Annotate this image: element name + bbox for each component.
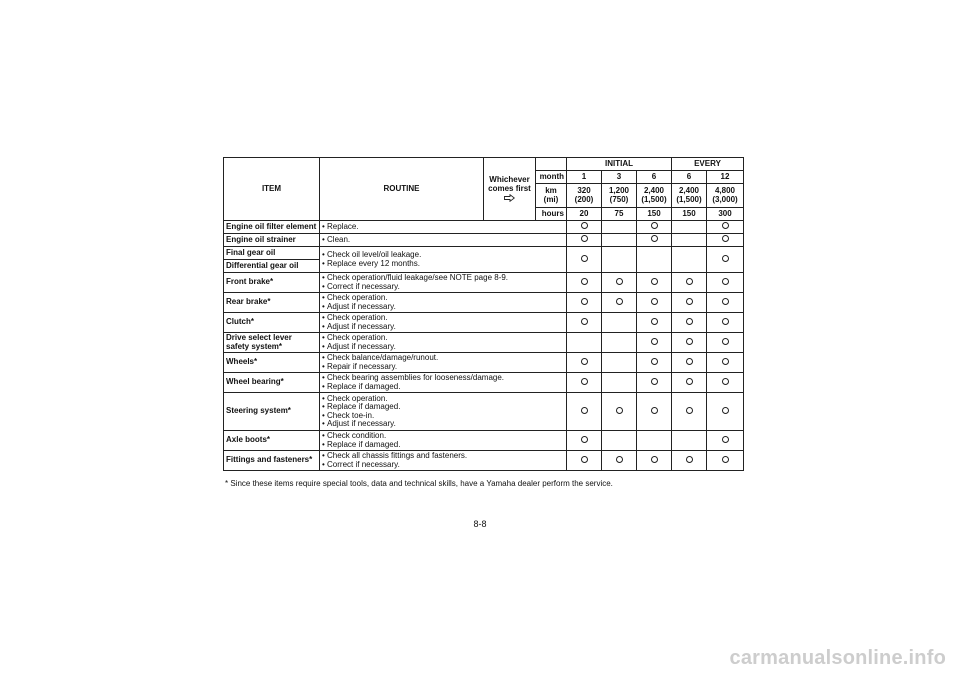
- circle-icon: [722, 378, 729, 385]
- header-row-1: [224, 158, 744, 171]
- circle-icon: [686, 378, 693, 385]
- circle-mark-cell: [602, 273, 637, 293]
- circle-mark-cell: [637, 293, 672, 313]
- routine-line: • Repair if necessary.: [322, 363, 482, 371]
- circle-mark-cell: [672, 313, 707, 333]
- whichever-line-2: comes first: [488, 183, 531, 193]
- table-row: [224, 221, 744, 234]
- table-row: [224, 293, 744, 313]
- hours-label: hours: [536, 208, 567, 221]
- routine-line: • Check toe-in.: [322, 412, 482, 420]
- km-label-line: km: [545, 186, 557, 196]
- circle-icon: [581, 278, 588, 285]
- month-value: 12: [707, 171, 744, 184]
- routine-line: • Replace every 12 months.: [322, 260, 482, 268]
- item-name: [224, 353, 320, 373]
- item-name-line: Drive select lever: [226, 333, 292, 343]
- empty-mark-cell: [637, 247, 672, 273]
- circle-icon: [722, 436, 729, 443]
- routine-line: • Adjust if necessary.: [322, 303, 482, 311]
- maintenance-table: [223, 157, 744, 471]
- mi-value: (3,000): [712, 194, 738, 204]
- item-name-line: Clutch*: [226, 317, 254, 327]
- routine-line: • Check operation.: [322, 395, 482, 403]
- gap-cell: [484, 234, 567, 247]
- circle-mark-cell: [567, 234, 602, 247]
- gap-cell: [484, 221, 567, 234]
- routine-text: [320, 353, 484, 373]
- circle-icon: [686, 358, 693, 365]
- circle-icon: [581, 407, 588, 414]
- circle-icon: [722, 456, 729, 463]
- circle-icon: [651, 235, 658, 242]
- empty-mark-cell: [672, 431, 707, 451]
- table-header: [224, 158, 744, 221]
- circle-mark-cell: [672, 393, 707, 431]
- routine-line: • Check condition.: [322, 432, 482, 440]
- circle-mark-cell: [707, 221, 744, 234]
- hours-value: 300: [707, 208, 744, 221]
- empty-mark-cell: [672, 234, 707, 247]
- km-value: 2,400: [678, 186, 700, 196]
- circle-icon: [651, 358, 658, 365]
- empty-mark-cell: [637, 431, 672, 451]
- circle-mark-cell: [707, 431, 744, 451]
- every-header: EVERY: [672, 158, 744, 171]
- routine-line: • Check all chassis fittings and fasteners.: [322, 452, 482, 460]
- gap-cell: [484, 353, 567, 373]
- gap-cell: [484, 247, 567, 273]
- item-name-line: Fittings and fasteners*: [226, 455, 313, 465]
- routine-text: [320, 293, 484, 313]
- circle-icon: [581, 222, 588, 229]
- routine-line: • Check oil level/oil leakage.: [322, 251, 482, 259]
- routine-header: ROUTINE: [320, 158, 484, 221]
- page-number: 8-8: [473, 519, 487, 529]
- whichever-header: [484, 158, 536, 221]
- mi-label-line: (mi): [543, 194, 559, 204]
- circle-mark-cell: [637, 221, 672, 234]
- distance-value: [707, 184, 744, 208]
- circle-mark-cell: [602, 451, 637, 471]
- gap-cell: [484, 431, 567, 451]
- circle-icon: [651, 456, 658, 463]
- item-name: [224, 451, 320, 471]
- routine-line: • Check balance/damage/runout.: [322, 354, 482, 362]
- item-name: [224, 313, 320, 333]
- circle-mark-cell: [637, 451, 672, 471]
- watermark: carmanualsonline.info: [729, 647, 946, 669]
- circle-mark-cell: [672, 373, 707, 393]
- empty-mark-cell: [672, 221, 707, 234]
- circle-icon: [581, 255, 588, 262]
- circle-icon: [651, 338, 658, 345]
- hours-value: 150: [672, 208, 707, 221]
- circle-mark-cell: [707, 333, 744, 353]
- table-row: [224, 313, 744, 333]
- distance-value: [672, 184, 707, 208]
- unit-blank: [536, 158, 567, 171]
- circle-icon: [616, 278, 623, 285]
- mi-value: (200): [574, 194, 594, 204]
- empty-mark-cell: [602, 333, 637, 353]
- item-header: ITEM: [224, 158, 320, 221]
- item-name: [224, 293, 320, 313]
- circle-mark-cell: [567, 293, 602, 313]
- circle-icon: [722, 407, 729, 414]
- circle-mark-cell: [602, 293, 637, 313]
- item-name-line: Steering system*: [226, 406, 291, 416]
- routine-text: [320, 373, 505, 393]
- circle-icon: [686, 278, 693, 285]
- circle-mark-cell: [567, 273, 602, 293]
- item-name: [224, 373, 320, 393]
- circle-icon: [722, 235, 729, 242]
- month-value: 6: [672, 171, 707, 184]
- empty-mark-cell: [602, 431, 637, 451]
- circle-icon: [581, 378, 588, 385]
- circle-icon: [686, 298, 693, 305]
- empty-mark-cell: [602, 247, 637, 273]
- footnote: * Since these items require special tools, data and technical skills, have a Yamaha dealer perform the service.: [225, 479, 613, 488]
- routine-line: • Check operation/fluid leakage/see NOTE page 8-9.: [322, 274, 482, 282]
- hours-value: 20: [567, 208, 602, 221]
- empty-mark-cell: [602, 373, 637, 393]
- table-row: [224, 431, 744, 451]
- item-name: Final gear oil: [224, 247, 320, 260]
- empty-mark-cell: [672, 247, 707, 273]
- circle-mark-cell: [637, 273, 672, 293]
- circle-icon: [581, 318, 588, 325]
- circle-mark-cell: [672, 353, 707, 373]
- item-name-line: Engine oil filter element: [226, 221, 317, 231]
- circle-icon: [651, 298, 658, 305]
- initial-header: INITIAL: [567, 158, 672, 171]
- circle-icon: [686, 318, 693, 325]
- circle-icon: [581, 456, 588, 463]
- circle-icon: [616, 407, 623, 414]
- circle-mark-cell: [637, 373, 672, 393]
- routine-line: • Check operation.: [322, 314, 482, 322]
- table-row: [224, 247, 744, 260]
- circle-mark-cell: [707, 234, 744, 247]
- km-value: 2,400: [643, 186, 665, 196]
- table-row: [224, 333, 744, 353]
- table-row: [224, 393, 744, 431]
- circle-icon: [686, 456, 693, 463]
- routine-line: • Correct if necessary.: [322, 283, 482, 291]
- table-body: [224, 221, 744, 471]
- circle-icon: [722, 298, 729, 305]
- circle-icon: [722, 358, 729, 365]
- table-row: [224, 451, 744, 471]
- table-row: [224, 273, 744, 293]
- circle-icon: [651, 278, 658, 285]
- circle-icon: [616, 456, 623, 463]
- circle-icon: [722, 338, 729, 345]
- circle-icon: [581, 235, 588, 242]
- empty-mark-cell: [602, 234, 637, 247]
- routine-line: • Clean.: [322, 236, 482, 244]
- circle-icon: [686, 407, 693, 414]
- circle-icon: [651, 222, 658, 229]
- km-value: 4,800: [714, 186, 736, 196]
- hours-value: 150: [637, 208, 672, 221]
- routine-line: • Adjust if necessary.: [322, 420, 482, 428]
- circle-mark-cell: [567, 373, 602, 393]
- item-name-line: Wheel bearing*: [226, 377, 284, 387]
- item-name: [224, 393, 320, 431]
- routine-line: • Adjust if necessary.: [322, 343, 482, 351]
- item-name: [224, 234, 320, 247]
- circle-mark-cell: [707, 373, 744, 393]
- item-name: [224, 221, 320, 234]
- item-name: [224, 273, 320, 293]
- circle-mark-cell: [567, 247, 602, 273]
- hollow-right-arrow-icon: [486, 194, 533, 202]
- distance-value: [567, 184, 602, 208]
- circle-icon: [581, 358, 588, 365]
- empty-mark-cell: [602, 313, 637, 333]
- month-label: month: [536, 171, 567, 184]
- circle-icon: [722, 255, 729, 262]
- circle-icon: [651, 318, 658, 325]
- item-name-line: Front brake*: [226, 277, 274, 287]
- circle-mark-cell: [707, 293, 744, 313]
- circle-icon: [722, 222, 729, 229]
- item-name: [224, 333, 320, 353]
- circle-icon: [686, 338, 693, 345]
- routine-text: [320, 431, 484, 451]
- routine-text: [320, 247, 484, 273]
- empty-mark-cell: [602, 221, 637, 234]
- circle-mark-cell: [707, 451, 744, 471]
- circle-icon: [581, 298, 588, 305]
- circle-mark-cell: [707, 247, 744, 273]
- item-name: [224, 431, 320, 451]
- mi-value: (750): [609, 194, 629, 204]
- km-label: [536, 184, 567, 208]
- item-name-line: Axle boots*: [226, 435, 271, 445]
- routine-line: • Check operation.: [322, 334, 482, 342]
- km-value: 320: [577, 186, 591, 196]
- circle-mark-cell: [672, 273, 707, 293]
- circle-mark-cell: [672, 293, 707, 313]
- distance-value: [637, 184, 672, 208]
- circle-icon: [722, 278, 729, 285]
- table-row: [224, 373, 744, 393]
- routine-text: [320, 393, 484, 431]
- table-row: [224, 353, 744, 373]
- routine-text: [320, 313, 484, 333]
- empty-mark-cell: [567, 333, 602, 353]
- circle-mark-cell: [637, 234, 672, 247]
- circle-mark-cell: [602, 393, 637, 431]
- month-value: 3: [602, 171, 637, 184]
- gap-cell: [484, 313, 567, 333]
- table-row: [224, 234, 744, 247]
- routine-text: [320, 451, 484, 471]
- routine-line: • Replace if damaged.: [322, 403, 482, 411]
- gap-cell: [484, 333, 567, 353]
- mi-value: (1,500): [641, 194, 667, 204]
- circle-mark-cell: [637, 313, 672, 333]
- routine-line: • Correct if necessary.: [322, 461, 482, 469]
- circle-mark-cell: [567, 393, 602, 431]
- circle-mark-cell: [707, 273, 744, 293]
- routine-text: [320, 221, 484, 234]
- circle-icon: [722, 318, 729, 325]
- routine-line: • Replace.: [322, 223, 482, 231]
- circle-icon: [581, 436, 588, 443]
- circle-icon: [651, 407, 658, 414]
- circle-mark-cell: [637, 353, 672, 373]
- gap-cell: [484, 451, 567, 471]
- whichever-line-1: Whichever: [489, 175, 530, 185]
- item-name: Differential gear oil: [224, 260, 320, 273]
- item-name-line: Rear brake*: [226, 297, 271, 307]
- circle-mark-cell: [707, 393, 744, 431]
- circle-mark-cell: [567, 451, 602, 471]
- distance-value: [602, 184, 637, 208]
- routine-text: [320, 273, 509, 293]
- gap-cell: [484, 293, 567, 313]
- item-name-line: safety system*: [226, 341, 283, 351]
- empty-mark-cell: [602, 353, 637, 373]
- routine-line: • Adjust if necessary.: [322, 323, 482, 331]
- item-name-line: Engine oil strainer: [226, 234, 296, 244]
- km-value: 1,200: [608, 186, 630, 196]
- mi-value: (1,500): [676, 194, 702, 204]
- circle-mark-cell: [672, 333, 707, 353]
- month-value: 1: [567, 171, 602, 184]
- circle-mark-cell: [707, 313, 744, 333]
- item-name-line: Wheels*: [226, 357, 258, 367]
- circle-mark-cell: [707, 353, 744, 373]
- hours-value: 75: [602, 208, 637, 221]
- circle-mark-cell: [567, 353, 602, 373]
- circle-icon: [616, 298, 623, 305]
- gap-cell: [484, 393, 567, 431]
- month-value: 6: [637, 171, 672, 184]
- circle-mark-cell: [567, 313, 602, 333]
- routine-text: [320, 333, 484, 353]
- routine-text: [320, 234, 484, 247]
- circle-icon: [651, 378, 658, 385]
- circle-mark-cell: [567, 221, 602, 234]
- routine-line: • Replace if damaged.: [322, 383, 482, 391]
- circle-mark-cell: [637, 393, 672, 431]
- circle-mark-cell: [637, 333, 672, 353]
- routine-line: • Check bearing assemblies for looseness/damage.: [322, 374, 482, 382]
- routine-line: • Replace if damaged.: [322, 441, 482, 449]
- circle-mark-cell: [672, 451, 707, 471]
- routine-line: • Check operation.: [322, 294, 482, 302]
- circle-mark-cell: [567, 431, 602, 451]
